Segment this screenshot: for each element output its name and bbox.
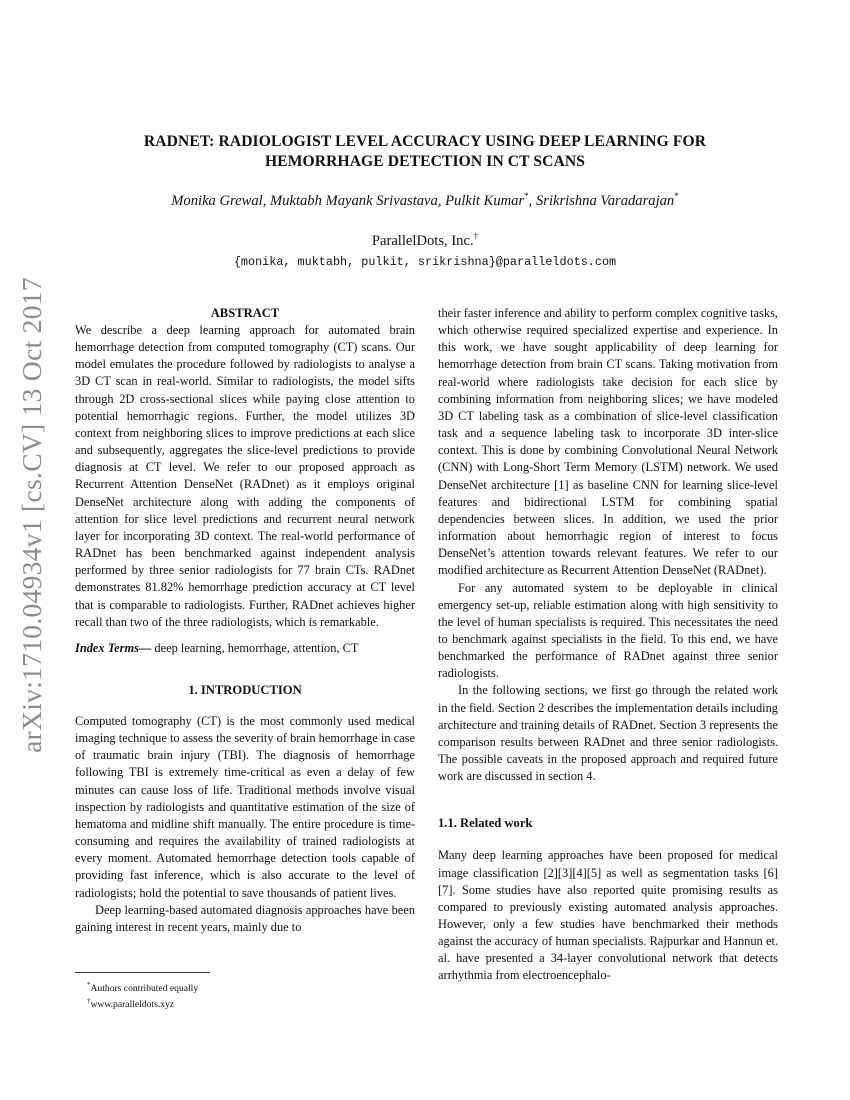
related-work-heading: 1.1. Related work (438, 816, 533, 831)
index-terms-label: Index Terms— (75, 640, 152, 655)
equal-contribution-mark: * (524, 191, 529, 201)
equal-contribution-mark-2: * (674, 191, 679, 201)
intro-paragraph-2-continued: their faster inference and ability to perform complex cognitive tasks, which otherwise required specialized expertise and experience. In this work, we have sought applicability of deep learning for hemorrhage detection from brain CT scans. Taking motivation from real-world where radiologists take decision for each slice by combining information from neighboring slices; we have modeled 3D CT labeling task as a combination of slice-level classification task and a sequence labeling task to incorporate 3D inter-slice context. This is done by combining Convolutional Neural Network (CNN) with Long-Short Term Memory (LSTM) network. We used DenseNet architecture [1] as baseline CNN for learning slice-level features and bidirectional LSTM for combining spatial dependencies between slices. In addition, we used the prior information about hemorrhagic region of interest to focus DenseNet’s attention towards relevant features. We refer to our modified architecture as Recurrent Attention DenseNet (RADnet). (438, 306, 778, 578)
footnote-2 (75, 995, 415, 1011)
footnote-1-text: Authors contributed equally (90, 983, 199, 995)
footnotes (75, 972, 415, 1011)
abstract-text: We describe a deep learning approach for automated brain hemorrhage detection from computed tomography (CT) scans. Our model emulates the procedure followed by radiologists to analyse a 3D CT scan in real-world. Similar to radiologists, the model sifts through 2D cross-sectional slices while paying close attention to potential hemorrhagic regions. Further, the model utilizes 3D context from neighboring slices to improve predictions at each slice and subsequently, aggregates the slice-level predictions to provide diagnosis at CT level. We refer to our proposed approach as Recurrent Attention DenseNet (RADnet) as it employs original DenseNet architecture along with adding the components of attention for slice level predictions and recurrent neural network layer for incorporating 3D context. The real-world performance of RADnet has been benchmarked against independent analysis performed by three senior radiologists for 77 brain CTs. RADnet demonstrates 81.82% hemorrhage prediction accuracy at CT level that is comparable to radiologists. Further, RADnet achieves higher recall than two of the three radiologists, which is remarkable. (75, 323, 415, 629)
footnote-1-mark: * (87, 981, 91, 989)
right-column (438, 305, 778, 985)
affiliation-name: ParallelDots, Inc. (371, 232, 474, 249)
intro-paragraph-1: Computed tomography (CT) is the most commonly used medical imaging technique to assess the severity of brain hemorrhage in case of traumatic brain injury (TBI). The diagnosis of hemorrhage following TBI is extremely time-critical as even a delay of few minutes can cause loss of life. Traditional methods involve visual inspection by radiologists and quantitative estimation of the size of hematoma and midline shift manually. The entire procedure is time-consuming and requires the availability of trained radiologists at every moment. Automated hemorrhage detection tools capable of providing fast inference, which is also accurate to the level of radiologists; hold the potential to save thousands of patient lives. (75, 713, 415, 900)
index-terms-text: deep learning, hemorrhage, attention, CT (151, 640, 359, 655)
related-work-paragraph-1: Many deep learning approaches have been proposed for medical image classification [2][3][4][5] as well as segmentation tasks [6][7]. Some studies have also reported quite promising results as compared to previously existing automated analysis approaches. However, only a few studies have benchmarked their methods against the accuracy of human specialists. Rajpurkar and Hannun et. al. have presented a 34-layer convolutional network that detects arrhythmia from electroencephalo- (438, 848, 778, 983)
footnote-2-mark: † (87, 997, 91, 1006)
authors-part-1: Monika Grewal, Muktabh Mayank Srivastava, Pulkit Kumar (171, 192, 525, 209)
arxiv-identifier (8, 255, 56, 775)
authors-part-2: , Srikrishna Varadarajan (528, 192, 675, 209)
index-terms (75, 640, 415, 657)
abstract-heading: ABSTRACT (210, 306, 280, 320)
affiliation-mark: † (473, 231, 479, 241)
footnote-2-text: www.paralleldots.xyz (90, 999, 175, 1011)
arxiv-identifier-text: arXiv:1710.04934v1 [cs.CV] 13 Oct 2017 (16, 277, 48, 753)
intro-paragraph-4: In the following sections, we first go through the related work in the field. Section 2 describes the implementation details including architecture and training details of RADnet. Section 3 represents the comparison results between RADnet and three senior radiologists. The possible caveats in the proposed approach and required future work are discussed in section 4. (438, 683, 778, 784)
footnote-1 (75, 979, 415, 995)
author-emails: {monika, muktabh, pulkit, srikrishna}@paralleldots.com (233, 255, 617, 269)
intro-paragraph-3: For any automated system to be deployable in clinical emergency set-up, reliable estimation along with high sensitivity to the level of human specialists is required. This necessitates the need to benchmark against specialists in the field. To this end, we have benchmarked the performance of RADnet against three senior radiologists. (438, 580, 778, 681)
title-line-1: RADNET: RADIOLOGIST LEVEL ACCURACY USING DEEP LEARNING FOR (143, 133, 707, 150)
footnote-rule (75, 972, 210, 973)
intro-paragraph-2: Deep learning-based automated diagnosis approaches have been gaining interest in recent years, mainly due to (75, 902, 415, 934)
title-line-2: HEMORRHAGE DETECTION IN CT SCANS (264, 153, 586, 170)
introduction-heading: 1. INTRODUCTION (188, 682, 302, 697)
affiliation (75, 231, 775, 250)
paper-title (75, 132, 775, 172)
left-column (75, 305, 415, 936)
author-list (60, 191, 790, 210)
